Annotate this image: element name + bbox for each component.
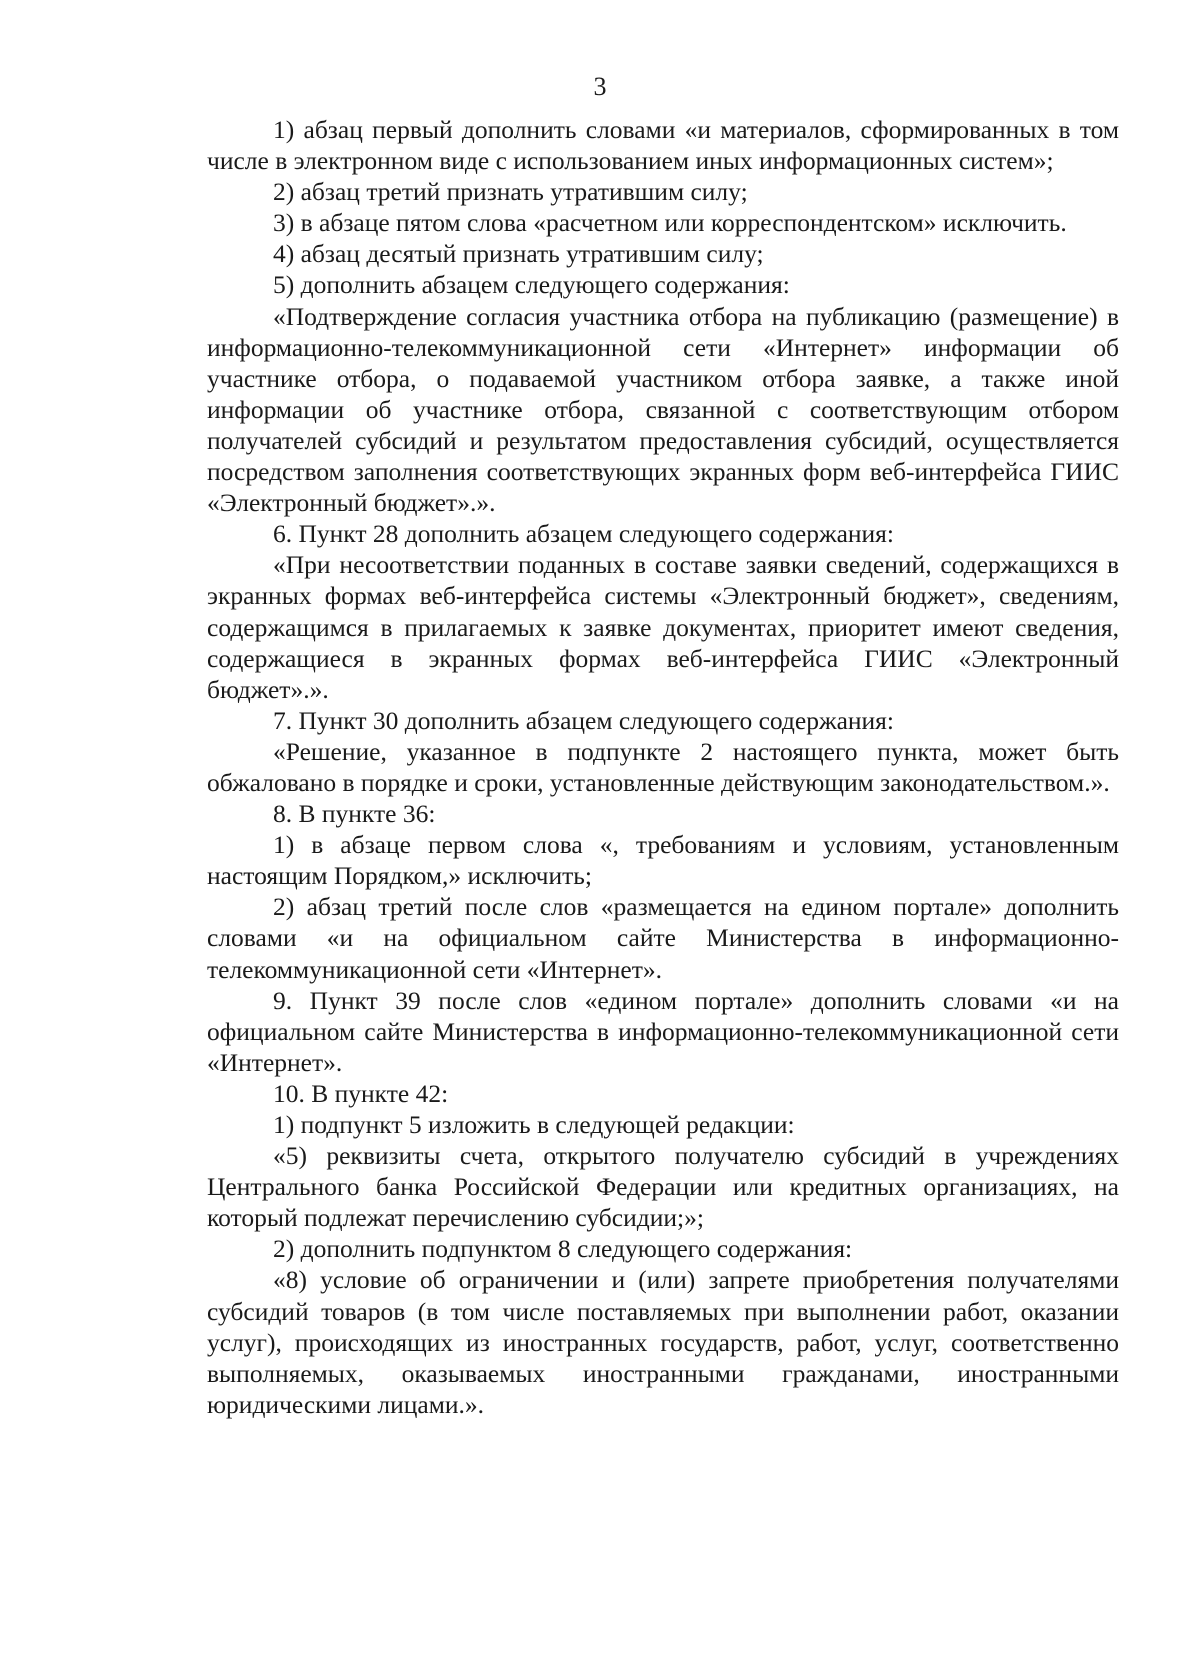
document-body	[207, 114, 1119, 1420]
page-number: 3	[593, 72, 607, 101]
paragraph-5: 5) дополнить абзацем следующего содержания:	[273, 270, 790, 300]
paragraph-3: 3) в абзаце пятом слова «расчетном или корреспондентском» исключить.	[273, 208, 1067, 238]
paragraph-12: 1) в абзаце первом слова «, требованиям и условиям, установленным настоящим Порядком,» исключить;	[207, 830, 1119, 891]
paragraph-17: «5) реквизиты счета, открытого получателю субсидий в учреждениях Центрального банка Российской Федерации или кредитных организациях, на который подлежат перечислению субсидии;»;	[207, 1141, 1119, 1233]
paragraph-14: 9. Пункт 39 после слов «едином портале» дополнить словами «и на официальном сайте Министерства в информационно-телекоммуникационной сети «Интернет».	[207, 985, 1119, 1077]
paragraph-19: «8) условие об ограничении и (или) запрете приобретения получателями субсидий товаров (в том числе поставляемых при выполнении работ, оказании услуг), происходящих из иностранных государств, работ, услуг, соответственно выполняемых, оказываемых иностранными гражданами, иностранными юридическими лицами.».	[207, 1265, 1119, 1419]
paragraph-15: 10. В пункте 42:	[273, 1078, 449, 1108]
paragraph-6: «Подтверждение согласия участника отбора на публикацию (размещение) в информационно-телекоммуникационной сети «Интернет» информации об участнике отбора, о подаваемой участником отбора заявке, а также иной информации об участнике отбора, связанной с соответствующим отбором получателей субсидий и результатом предоставления субсидий, осуществляется посредством заполнения соответствующих экранных форм веб-интерфейса ГИИС «Электронный бюджет».».	[207, 301, 1119, 518]
paragraph-4: 4) абзац десятый признать утратившим силу;	[273, 239, 764, 269]
paragraph-7: 6. Пункт 28 дополнить абзацем следующего содержания:	[273, 519, 894, 549]
paragraph-11: 8. В пункте 36:	[273, 799, 436, 829]
paragraph-13: 2) абзац третий после слов «размещается на едином портале» дополнить словами «и на официальном сайте Министерства в информационно-телекоммуникационной сети «Интернет».	[207, 892, 1119, 984]
paragraph-9: 7. Пункт 30 дополнить абзацем следующего содержания:	[273, 705, 894, 735]
paragraph-10: «Решение, указанное в подпункте 2 настоящего пункта, может быть обжаловано в порядке и сроки, установленные действующим законодательством.».	[207, 736, 1119, 797]
paragraph-8: «При несоответствии поданных в составе заявки сведений, содержащихся в экранных формах веб-интерфейса системы «Электронный бюджет», сведениям, содержащимся в прилагаемых к заявке документах, приоритет имеют сведения, содержащиеся в экранных формах веб-интерфейса ГИИС «Электронный бюджет».».	[207, 550, 1119, 704]
paragraph-16: 1) подпункт 5 изложить в следующей редакции:	[273, 1110, 795, 1139]
paragraph-18: 2) дополнить подпунктом 8 следующего содержания:	[273, 1234, 853, 1264]
paragraph-1: 1) абзац первый дополнить словами «и материалов, сформированных в том числе в электронном виде с использованием иных информационных систем»;	[207, 115, 1119, 176]
paragraph-2: 2) абзац третий признать утратившим силу;	[273, 177, 748, 207]
